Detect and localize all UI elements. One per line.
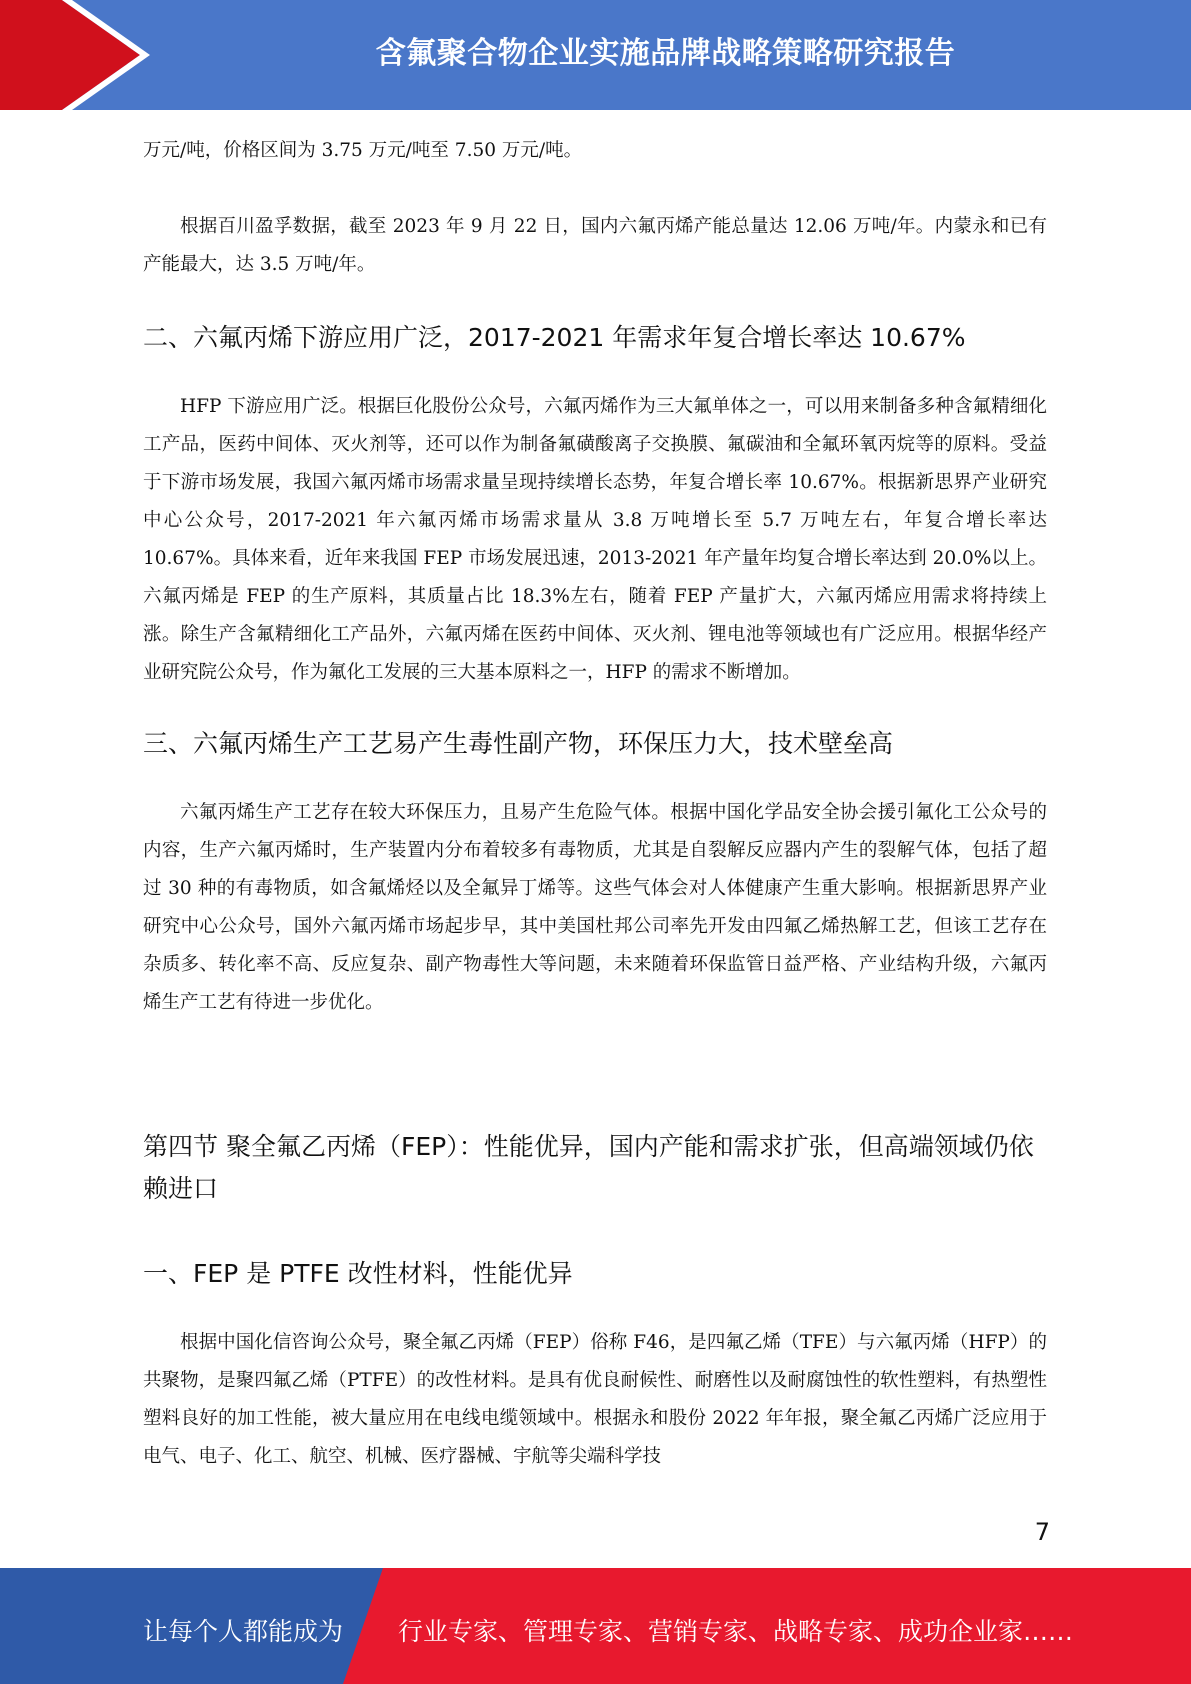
header-arrow-icon (0, 0, 160, 110)
page-number: 7 (1034, 1518, 1050, 1546)
section-heading-process: 三、六氟丙烯生产工艺易产生毒性副产物，环保压力大，技术壁垒高 (143, 729, 894, 758)
footer-slogan-right: 行业专家、管理专家、营销专家、战略专家、成功企业家…… (398, 1617, 1074, 1646)
footer-slogan-left: 让每个人都能成为 (143, 1617, 344, 1646)
paragraph-fep: 根据中国化信咨询公众号，聚全氟乙丙烯（FEP）俗称 F46，是四氟乙烯（TFE）与六氟丙烯（HFP）的共聚物，是聚四氟乙烯（PTFE）的改性材料。是具有优良耐候性、耐磨性以及耐腐蚀性的软性塑料，有热塑性塑料良好的加工性能，被大量应用在电线电缆领域中。根据永和股份 2022 年年报，聚全氟乙丙烯广泛应用于电气、电子、化工、航空、机械、医疗器械、宇航等尖端科学技 (143, 1332, 1047, 1467)
chapter-heading-fep: 第四节 聚全氟乙丙烯（FEP）：性能优异，国内产能和需求扩张，但高端领域仍依赖进口 (143, 1132, 1034, 1203)
paragraph-capacity: 根据百川盈孚数据，截至 2023 年 9 月 22 日，国内六氟丙烯产能总量达 12.06 万吨/年。内蒙永和已有产能最大，达 3.5 万吨/年。 (143, 216, 1047, 275)
page-footer (0, 1568, 1191, 1684)
paragraph-price-range: 万元/吨，价格区间为 3.75 万元/吨至 7.50 万元/吨。 (143, 140, 583, 161)
paragraph-downstream: HFP 下游应用广泛。根据巨化股份公众号，六氟丙烯作为三大氟单体之一，可以用来制备多种含氟精细化工产品，医药中间体、灭火剂等，还可以作为制备氟磺酸离子交换膜、氟碳油和全氟环氧丙烷等的原料。受益于下游市场发展，我国六氟丙烯市场需求量呈现持续增长态势，年复合增长率 10.67%。根据新思界产业研究中心公众号，2017-2021 年六氟丙烯市场需求量从 3.8 万吨增长至 5.7 万吨左右，年复合增长率达 10.67%。具体来看，近年来我国 FEP 市场发展迅速，2013-2021 年产量年均复合增长率达到 20.0%以上。六氟丙烯是 FEP 的生产原料，其质量占比 18.3%左右，随着 FEP 产量扩大，六氟丙烯应用需求将持续上涨。除生产含氟精细化工产品外，六氟丙烯在医药中间体、灭火剂、锂电池等领域也有广泛应用。根据华经产业研究院公众号，作为氟化工发展的三大基本原料之一，HFP 的需求不断增加。 (143, 396, 1047, 683)
document-body (143, 132, 1047, 1476)
report-title: 含氟聚合物企业实施品牌战略策略研究报告 (375, 36, 956, 71)
paragraph-process: 六氟丙烯生产工艺存在较大环保压力，且易产生危险气体。根据中国化学品安全协会援引氟化工公众号的内容，生产六氟丙烯时，生产装置内分布着较多有毒物质，尤其是自裂解反应器内产生的裂解气体，包括了超过 30 种的有毒物质，如含氟烯烃以及全氟异丁烯等。这些气体会对人体健康产生重大影响。根据新思界产业研究中心公众号，国外六氟丙烯市场起步早，其中美国杜邦公司率先开发由四氟乙烯热解工艺，但该工艺存在杂质多、转化率不高、反应复杂、副产物毒性大等问题，未来随着环保监管日益严格、产业结构升级，六氟丙烯生产工艺有待进一步优化。 (143, 802, 1047, 1013)
section-heading-fep-material: 一、FEP 是 PTFE 改性材料，性能优异 (143, 1259, 573, 1288)
section-heading-downstream: 二、六氟丙烯下游应用广泛，2017-2021 年需求年复合增长率达 10.67% (143, 323, 966, 352)
page-header (0, 0, 1191, 110)
